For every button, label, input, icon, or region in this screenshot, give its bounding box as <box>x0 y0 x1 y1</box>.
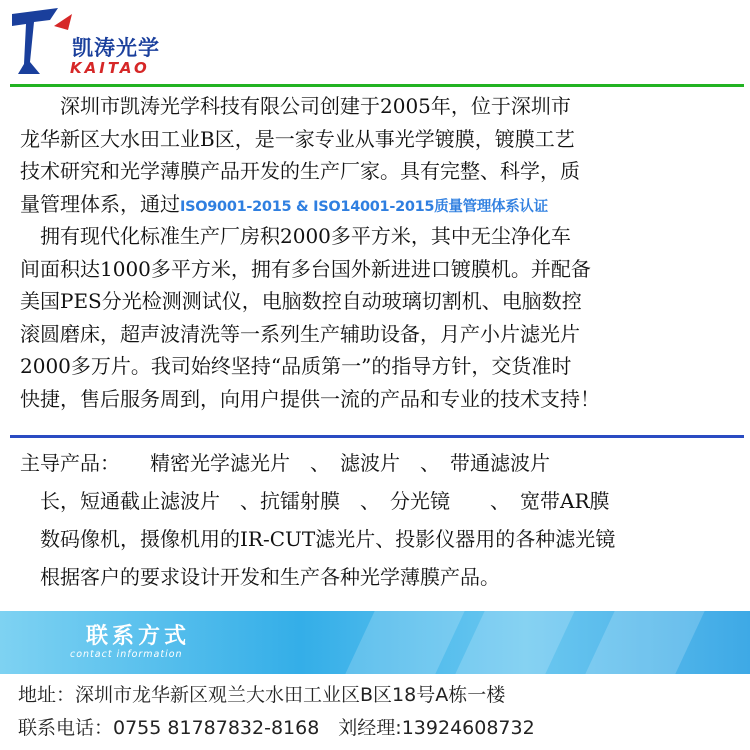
intro-line: 2000多万片。我司始终坚持“品质第一”的指导方针，交货准时 <box>20 354 572 378</box>
products-line: 主导产品： 精密光学滤光片 、 滤波片 、 带通滤波片 <box>20 451 550 475</box>
iso-certification: ISO9001-2015 & ISO14001-2015质量管理体系认证 <box>180 198 548 215</box>
intro-line: 间面积达1000多平方米，拥有多台国外新进进口镀膜机。并配备 <box>20 256 591 281</box>
contact-phone: 联系电话：0755 81787832-8168 刘经理:13924608732 <box>18 717 535 739</box>
divider-middle <box>10 435 744 438</box>
products-section <box>20 444 750 596</box>
logo-name-cn: 凯涛光学 <box>72 36 160 60</box>
products-line: 数码像机，摄像机用的IR-CUT滤光片、投影仪器用的各种滤光镜 <box>20 527 616 551</box>
intro-line: 深圳市凯涛光学科技有限公司创建于2005年，位于深圳市 <box>20 94 571 118</box>
intro-line-prefix: 量管理体系，通过 <box>20 191 180 216</box>
intro-line: 龙华新区大水田工业B区，是一家专业从事光学镀膜，镀膜工艺 <box>20 126 575 151</box>
contact-subtitle: contact information <box>70 649 183 660</box>
contact-title: 联系方式 <box>86 623 191 649</box>
logo-name-en: KAITAO <box>70 59 150 77</box>
intro-line: 快捷，售后服务周到，向用户提供一流的产品和专业的技术支持！ <box>20 386 600 411</box>
company-logo <box>10 4 190 82</box>
contact-banner <box>0 611 750 674</box>
divider-top <box>10 84 744 87</box>
intro-line: 滚圆磨床，超声波清洗等一系列生产辅助设备，月产小片滤光片 <box>20 321 580 346</box>
intro-line: 技术研究和光学薄膜产品开发的生产厂家。具有完整、科学，质 <box>20 159 580 183</box>
intro-line <box>20 188 750 221</box>
intro-line: 拥有现代化标准生产厂房积2000多平方米，其中无尘净化车 <box>20 224 571 248</box>
contact-address: 地址：深圳市龙华新区观兰大水田工业区B区18号A栋一楼 <box>18 684 506 706</box>
products-line: 根据客户的要求设计开发和生产各种光学薄膜产品。 <box>20 565 500 589</box>
products-line: 长，短通截止滤波片 、抗镭射膜 、 分光镜 、 宽带AR膜 <box>20 489 610 513</box>
company-intro <box>20 90 750 415</box>
intro-line: 美国PES分光检测测试仪，电脑数控自动玻璃切割机、电脑数控 <box>20 289 582 313</box>
